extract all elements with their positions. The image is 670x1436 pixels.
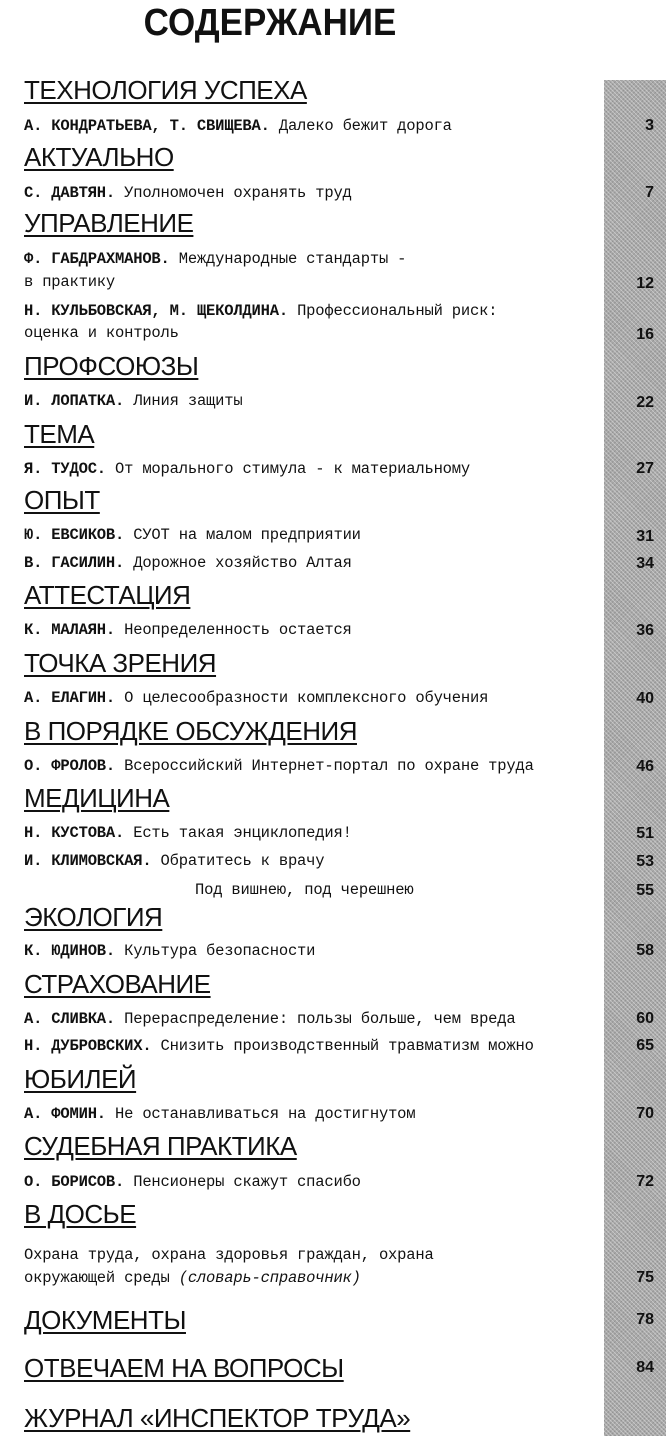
entry-title: Всероссийский Интернет-портал по охране труда xyxy=(124,757,534,775)
toc-entry xyxy=(24,552,352,574)
section-heading: ТОЧКА ЗРЕНИЯ xyxy=(24,648,217,678)
entry-author: К. ЮДИНОВ. xyxy=(24,942,116,960)
entry-page: 36 xyxy=(636,622,654,639)
entry-title: Уполномочен охранять труд xyxy=(124,184,352,202)
entry-title: Снизить производственный травматизм можно xyxy=(160,1037,534,1055)
section-heading: ПРОФСОЮЗЫ xyxy=(24,351,199,381)
section-heading: ЖУРНАЛ «ИНСПЕКТОР ТРУДА» xyxy=(24,1403,411,1433)
section-heading: МЕДИЦИНА xyxy=(24,783,170,813)
entry-author: Ф. ГАБДРАХМАНОВ. xyxy=(24,250,170,268)
entry-page: 75 xyxy=(636,1269,654,1286)
section-heading: ТЕХНОЛОГИЯ УСПЕХА xyxy=(24,75,307,105)
entry-author: Я. ТУДОС. xyxy=(24,460,106,478)
entry-author: С. ДАВТЯН. xyxy=(24,184,116,202)
toc-entry xyxy=(24,850,324,872)
entry-title: СУОТ на малом предприятии xyxy=(133,526,361,544)
toc-entry: Охрана труда, охрана здоровья граждан, охрана xyxy=(24,1246,434,1264)
entry-title: От морального стимула - к материальному xyxy=(115,460,470,478)
toc-entry xyxy=(24,822,352,844)
entry-page: 53 xyxy=(636,853,654,870)
toc-entry xyxy=(24,1171,361,1193)
entry-page: 46 xyxy=(636,758,654,775)
entry-title: О целесообразности комплексного обучения xyxy=(124,689,489,707)
toc-entry xyxy=(24,1008,516,1030)
entry-page: 16 xyxy=(636,326,654,343)
toc-entry xyxy=(24,755,534,777)
entry-page: 3 xyxy=(645,117,654,134)
entry-page: 34 xyxy=(636,555,654,572)
entry-page: 65 xyxy=(636,1037,654,1054)
toc-entry xyxy=(24,940,315,962)
toc-entry xyxy=(24,115,452,137)
entry-author: А. КОНДРАТЬЕВА, Т. СВИЩЕВА. xyxy=(24,117,270,135)
entry-title: Под вишнею, под черешнею xyxy=(195,881,414,899)
page-title: СОДЕРЖАНИЕ xyxy=(143,2,397,44)
entry-author: В. ГАСИЛИН. xyxy=(24,554,125,572)
section-heading: ОТВЕЧАЕМ НА ВОПРОСЫ xyxy=(24,1353,344,1383)
toc-entry xyxy=(24,458,470,480)
entry-author: О. ФРОЛОВ. xyxy=(24,757,116,775)
entry-author: Н. КУЛЬБОВСКАЯ, М. ЩЕКОЛДИНА. xyxy=(24,302,288,320)
entry-page: 84 xyxy=(636,1359,654,1376)
entry-author: Ю. ЕВСИКОВ. xyxy=(24,526,125,544)
entry-page: 22 xyxy=(636,394,654,411)
section-heading: СУДЕБНАЯ ПРАКТИКА xyxy=(24,1131,297,1161)
toc-entry xyxy=(195,879,413,901)
toc-entry xyxy=(24,182,352,204)
entry-page: 40 xyxy=(636,690,654,707)
entry-author: А. СЛИВКА. xyxy=(24,1010,116,1028)
entry-title: Обратитесь к врачу xyxy=(160,852,325,870)
entry-title: Международные стандарты - xyxy=(178,250,407,268)
entry-page: 70 xyxy=(636,1105,654,1122)
section-heading: В ПОРЯДКЕ ОБСУЖДЕНИЯ xyxy=(24,716,357,746)
section-heading: УПРАВЛЕНИЕ xyxy=(24,208,194,238)
section-heading: АТТЕСТАЦИЯ xyxy=(24,580,191,610)
entry-page: 7 xyxy=(645,184,654,201)
entry-page: 60 xyxy=(636,1010,654,1027)
entry-title: Линия защиты xyxy=(133,392,243,410)
entry-page: 31 xyxy=(636,528,654,545)
entry-author: К. МАЛАЯН. xyxy=(24,621,116,639)
section-heading: ОПЫТ xyxy=(24,485,100,515)
entry-note: (словарь-справочник) xyxy=(178,1269,361,1287)
toc-entry xyxy=(24,687,488,709)
entry-title: Неопределенность остается xyxy=(124,621,352,639)
section-heading: ДОКУМЕНТЫ xyxy=(24,1305,186,1335)
toc-entry-continuation xyxy=(24,1267,361,1289)
entry-author: А. ЕЛАГИН. xyxy=(24,689,116,707)
entry-page: 72 xyxy=(636,1173,654,1190)
section-heading: ЭКОЛОГИЯ xyxy=(24,902,163,932)
section-heading: ЮБИЛЕЙ xyxy=(24,1064,137,1094)
toc-entry-continuation: оценка и контроль xyxy=(24,324,179,342)
entry-author: А. ФОМИН. xyxy=(24,1105,106,1123)
section-heading: В ДОСЬЕ xyxy=(24,1199,137,1229)
entry-title: Культура безопасности xyxy=(124,942,316,960)
toc-entry xyxy=(24,248,406,270)
entry-page: 12 xyxy=(636,275,654,292)
entry-title: окружающей среды xyxy=(24,1269,170,1287)
entry-page: 58 xyxy=(636,942,654,959)
toc-entry xyxy=(24,390,242,412)
entry-author: Н. КУСТОВА. xyxy=(24,824,125,842)
toc-entry xyxy=(24,1103,415,1125)
entry-title: Профессиональный риск: xyxy=(297,302,498,320)
toc-entry xyxy=(24,524,361,546)
entry-page: 78 xyxy=(636,1311,654,1328)
toc-entry xyxy=(24,1035,534,1057)
toc-entry-continuation: в практику xyxy=(24,273,116,291)
entry-title: Пенсионеры скажут спасибо xyxy=(133,1173,361,1191)
entry-author: И. КЛИМОВСКАЯ. xyxy=(24,852,152,870)
section-heading: СТРАХОВАНИЕ xyxy=(24,969,211,999)
section-heading: АКТУАЛЬНО xyxy=(24,142,174,172)
entry-author: И. ЛОПАТКА. xyxy=(24,392,125,410)
entry-title: Не останавливаться на достигнутом xyxy=(115,1105,416,1123)
entry-author: Н. ДУБРОВСКИХ. xyxy=(24,1037,152,1055)
entry-title: Дорожное хозяйство Алтая xyxy=(133,554,352,572)
entry-title: Перераспределение: пользы больше, чем вреда xyxy=(124,1010,516,1028)
entry-page: 55 xyxy=(636,882,654,899)
entry-title: Далеко бежит дорога xyxy=(278,117,452,135)
entry-page: 51 xyxy=(636,825,654,842)
entry-page: 27 xyxy=(636,460,654,477)
entry-author: О. БОРИСОВ. xyxy=(24,1173,125,1191)
toc-entry xyxy=(24,300,497,322)
entry-title: Есть такая энциклопедия! xyxy=(133,824,352,842)
section-heading: ТЕМА xyxy=(24,419,95,449)
toc-entry xyxy=(24,619,352,641)
